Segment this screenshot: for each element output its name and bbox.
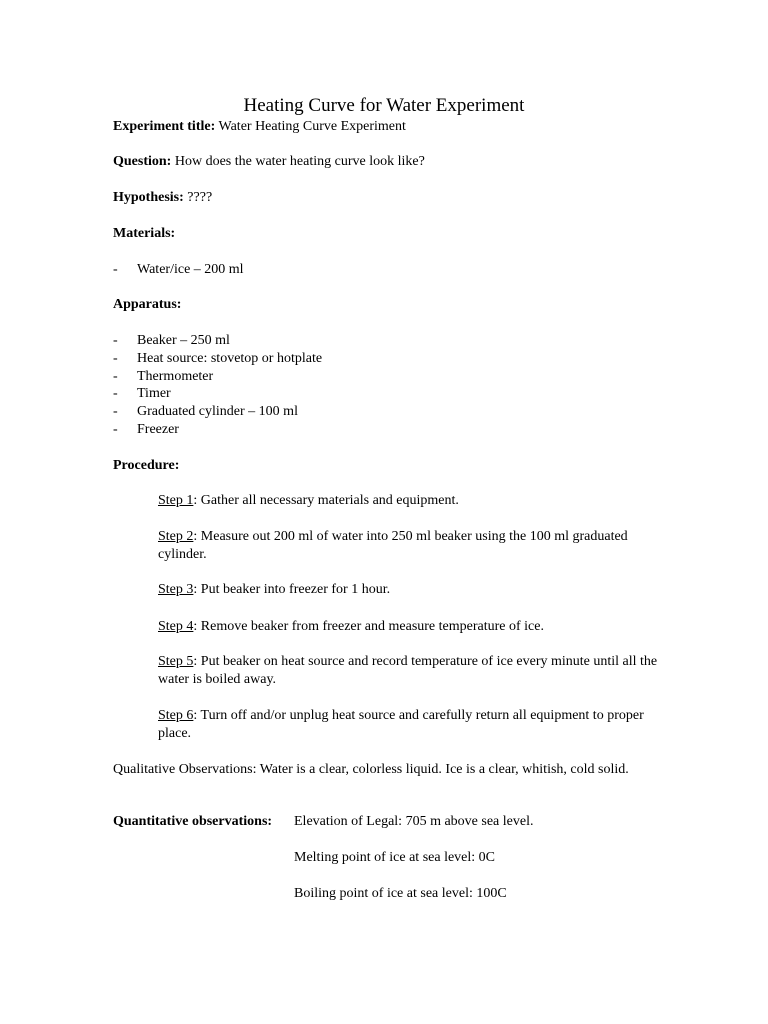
experiment-title-line [113,118,406,136]
step-text: : Measure out 200 ml of water into 250 ml beaker using the 100 ml graduated cylinder. [158,529,628,562]
hypothesis-value: ???? [187,190,213,205]
apparatus-item: Heat source: stovetop or hotplate [137,351,323,366]
step-label: Step 6 [158,708,194,723]
bullet-dash: - [113,422,118,437]
procedure-step [158,653,668,689]
question-line [113,153,425,171]
question-value: How does the water heating curve look like? [174,154,425,169]
apparatus-item: Freezer [137,422,179,437]
apparatus-item: Beaker – 250 ml [137,333,230,348]
list-item [113,332,230,350]
quantitative-value: Boiling point of ice at sea level: 100C [294,886,507,901]
list-item [113,261,244,279]
step-text: : Turn off and/or unplug heat source and carefully return all equipment to proper place. [158,708,644,741]
materials-item: Water/ice – 200 ml [137,262,244,277]
bullet-dash: - [113,386,118,401]
procedure-heading: Procedure: [113,458,180,473]
bullet-dash: - [113,333,118,348]
step-label: Step 3 [158,582,194,597]
materials-heading: Materials: [113,226,176,241]
apparatus-item: Thermometer [137,369,214,384]
bullet-dash: - [113,262,118,277]
list-item [113,403,298,421]
qualitative-observations: Qualitative Observations: Water is a clear, colorless liquid. Ice is a clear, whitish, cold solid. [113,762,629,777]
list-item [113,368,213,386]
procedure-step [158,581,668,599]
apparatus-item: Graduated cylinder – 100 ml [137,404,298,419]
bullet-dash: - [113,351,118,366]
step-label: Step 2 [158,529,194,544]
experiment-title-label: Experiment title: [113,119,216,134]
question-label: Question: [113,154,172,169]
bullet-dash: - [113,404,118,419]
quantitative-label: Quantitative observations: [113,814,273,829]
step-text: : Remove beaker from freezer and measure temperature of ice. [193,619,544,634]
step-text: : Put beaker on heat source and record temperature of ice every minute until all the water is boiled away. [158,654,658,687]
step-text: : Gather all necessary materials and equipment. [193,493,459,508]
step-text: : Put beaker into freezer for 1 hour. [193,582,391,597]
procedure-step [158,492,668,510]
quantitative-value: Elevation of Legal: 705 m above sea level. [294,814,534,829]
step-label: Step 5 [158,654,194,669]
hypothesis-label: Hypothesis: [113,190,184,205]
apparatus-item: Timer [137,386,171,401]
quantitative-value: Melting point of ice at sea level: 0C [294,850,496,865]
hypothesis-line [113,189,212,207]
document-title: Heating Curve for Water Experiment [243,95,525,116]
experiment-title-value: Water Heating Curve Experiment [218,119,406,134]
apparatus-heading: Apparatus: [113,297,182,312]
procedure-step [158,707,668,743]
list-item [113,421,179,439]
list-item [113,385,171,403]
procedure-step [158,618,668,636]
step-label: Step 4 [158,619,194,634]
bullet-dash: - [113,369,118,384]
step-label: Step 1 [158,493,194,508]
list-item [113,350,322,368]
procedure-step [158,528,668,564]
